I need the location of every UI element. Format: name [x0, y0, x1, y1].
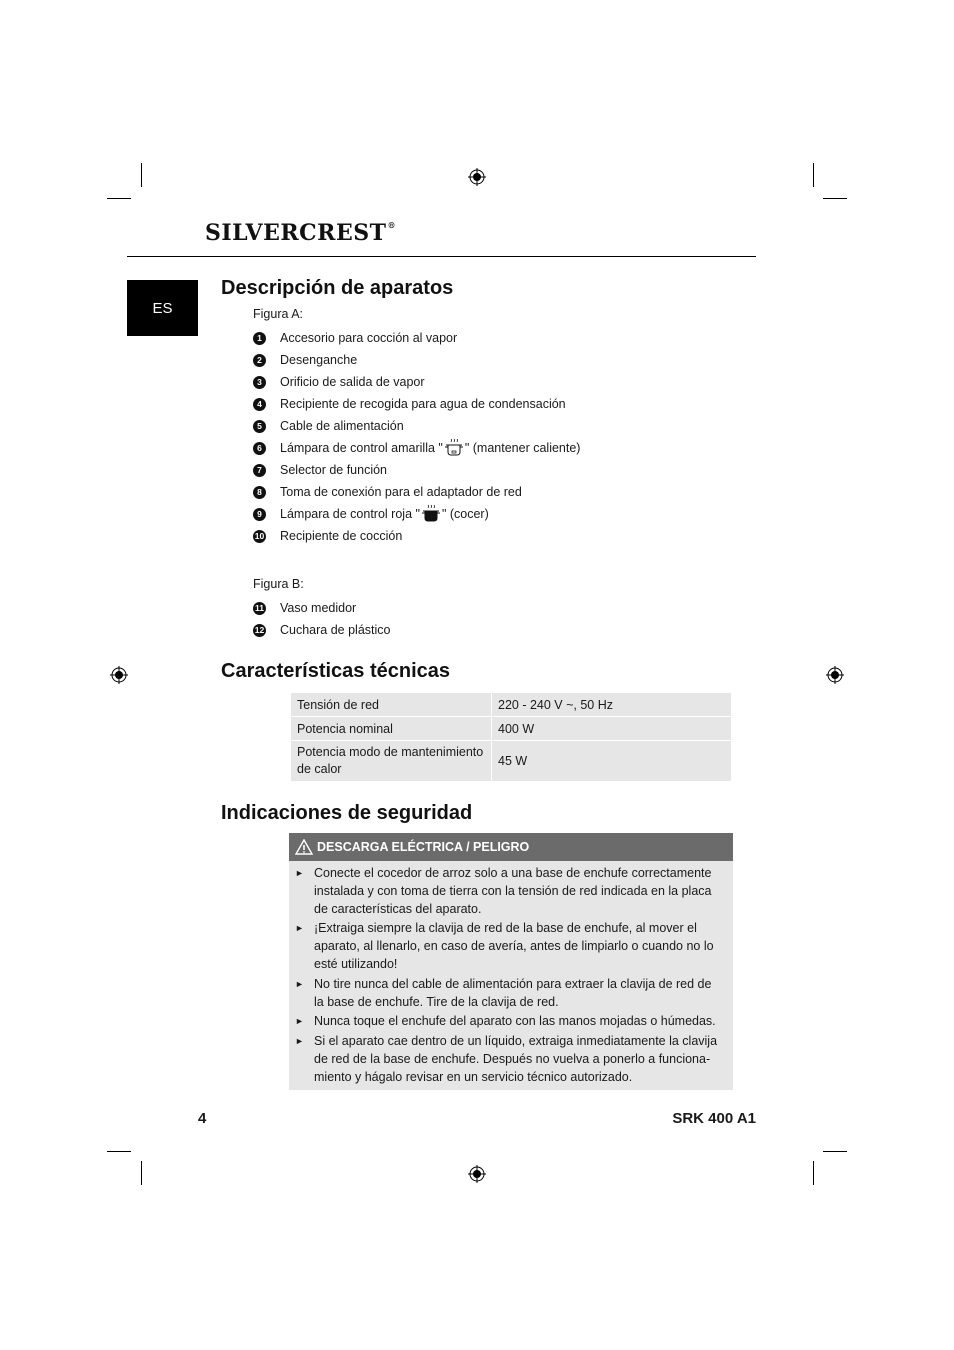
item-number: 12	[254, 625, 265, 635]
list-item	[253, 459, 580, 481]
warning-triangle-icon	[295, 839, 313, 855]
item-number: 7	[253, 464, 266, 477]
bullet-arrow-icon: ►	[295, 868, 304, 878]
table-row	[291, 741, 732, 782]
item-text: Desenganche	[280, 353, 358, 367]
spec-value: 45 W	[492, 741, 732, 782]
item-number: 8	[253, 486, 266, 499]
crop-mark	[107, 1151, 131, 1152]
item-text-after: " (mantener caliente)	[464, 441, 581, 455]
bullet-arrow-icon: ►	[295, 978, 304, 989]
spec-value: 220 - 240 V ~, 50 Hz	[492, 693, 732, 717]
item-text-before: Lámpara de control roja "	[280, 507, 420, 521]
section-title-description: Descripción de aparatos	[221, 277, 454, 299]
page-number: 4	[198, 1110, 207, 1127]
list-item	[253, 437, 580, 459]
item-text: Toma de conexión para el adaptador de red	[280, 485, 522, 499]
spec-key: Potencia modo de mantenimiento de calor	[291, 741, 492, 782]
figure-a-list	[253, 327, 580, 547]
crop-mark	[813, 1161, 814, 1185]
bullet-arrow-icon: ►	[295, 1036, 304, 1047]
item-number: 3	[253, 376, 266, 389]
list-item	[253, 525, 580, 547]
list-item	[295, 1033, 719, 1086]
item-number: 10	[254, 531, 265, 541]
item-number: 9	[253, 508, 266, 521]
language-tab-label: ES	[152, 299, 173, 317]
item-number: 4	[253, 398, 266, 411]
list-item	[253, 393, 580, 415]
list-item	[253, 619, 390, 641]
logo-part2: CREST	[299, 220, 387, 246]
item-number: 1	[253, 332, 266, 345]
crop-mark	[141, 1161, 142, 1185]
table-row	[291, 717, 732, 741]
warning-title: DESCARGA ELÉCTRICA / PELIGRO	[317, 840, 530, 854]
figure-b-list	[253, 597, 390, 641]
item-number: 6	[253, 442, 266, 455]
safety-list	[289, 861, 733, 1087]
item-text-after: " (cocer)	[441, 507, 489, 521]
list-item	[253, 503, 580, 525]
list-item	[253, 327, 580, 349]
item-number: 11	[255, 603, 264, 613]
item-text: Recipiente de cocción	[280, 529, 403, 543]
list-item	[295, 920, 719, 973]
warning-box	[289, 833, 733, 1090]
warning-header	[289, 833, 733, 861]
item-number: 2	[253, 354, 266, 367]
list-item	[253, 415, 580, 437]
bullet-arrow-icon: ►	[295, 1016, 304, 1027]
list-item	[253, 481, 580, 503]
item-text-before: Lámpara de control amarilla "	[280, 441, 443, 455]
crop-mark	[141, 163, 142, 187]
list-item	[253, 597, 390, 619]
registered-mark: ®	[387, 220, 396, 230]
logo-part1: SILVER	[205, 220, 300, 246]
registration-mark-icon	[468, 168, 486, 186]
keep-warm-pot-icon	[443, 439, 465, 457]
item-text: Recipiente de recogida para agua de condensación	[280, 397, 566, 411]
table-row	[291, 693, 732, 717]
bullet-text: Conecte el cocedor de arroz solo a una base de enchufe correctamente instalada y con toma de tierra con la tensión de red indicada en la placa de características del aparato.	[314, 866, 712, 916]
model-number: SRK 400 A1	[672, 1110, 756, 1127]
bullet-text: Nunca toque el enchufe del aparato con las manos mojadas o húmedas.	[314, 1014, 716, 1029]
bullet-text: ¡Extraiga siempre la clavija de red de la base de enchufe, al mover el aparato, al llenarlo, en caso de avería, antes de limpiarlo o cuando no lo esté utilizando!	[314, 921, 714, 971]
bullet-text: No tire nunca del cable de alimentación para extraer la clavija de red de la base de enchufe. Tire de la clavija de red.	[314, 976, 712, 1009]
registration-mark-icon	[826, 666, 844, 684]
figure-a-label: Figura A:	[253, 307, 304, 321]
crop-mark	[813, 163, 814, 187]
item-text: Selector de función	[280, 463, 388, 477]
list-item	[253, 349, 580, 371]
spec-key: Tensión de red	[291, 693, 492, 717]
crop-mark	[107, 198, 131, 199]
cooking-pot-icon	[420, 505, 442, 523]
language-tab	[127, 280, 198, 336]
header-divider	[127, 256, 756, 257]
item-text: Cable de alimentación	[280, 419, 404, 433]
specs-table	[290, 692, 732, 782]
bullet-text: Si el aparato cae dentro de un líquido, extraiga inmediatamente la clavija de red de la base de enchufe. Después no vuelva a ponerlo a funciona-miento y hágalo revisar en un servicio técnico autorizado.	[314, 1034, 718, 1084]
spec-key: Potencia nominal	[291, 717, 492, 741]
item-text: Cuchara de plástico	[280, 623, 391, 637]
crop-mark	[823, 198, 847, 199]
list-item	[295, 1013, 719, 1031]
item-text: Accesorio para cocción al vapor	[280, 331, 458, 345]
spec-value: 400 W	[492, 717, 732, 741]
registration-mark-icon	[110, 666, 128, 684]
figure-b-label: Figura B:	[253, 577, 304, 591]
crop-mark	[823, 1151, 847, 1152]
section-title-specs: Características técnicas	[221, 660, 451, 682]
item-number: 5	[253, 420, 266, 433]
list-item	[253, 371, 580, 393]
brand-logo	[205, 220, 396, 246]
bullet-arrow-icon: ►	[295, 923, 304, 934]
section-title-safety: Indicaciones de seguridad	[221, 802, 473, 824]
list-item	[295, 865, 719, 918]
item-text: Orificio de salida de vapor	[280, 375, 425, 389]
registration-mark-icon	[468, 1165, 486, 1183]
list-item	[295, 976, 719, 1012]
item-text: Vaso medidor	[280, 601, 357, 615]
